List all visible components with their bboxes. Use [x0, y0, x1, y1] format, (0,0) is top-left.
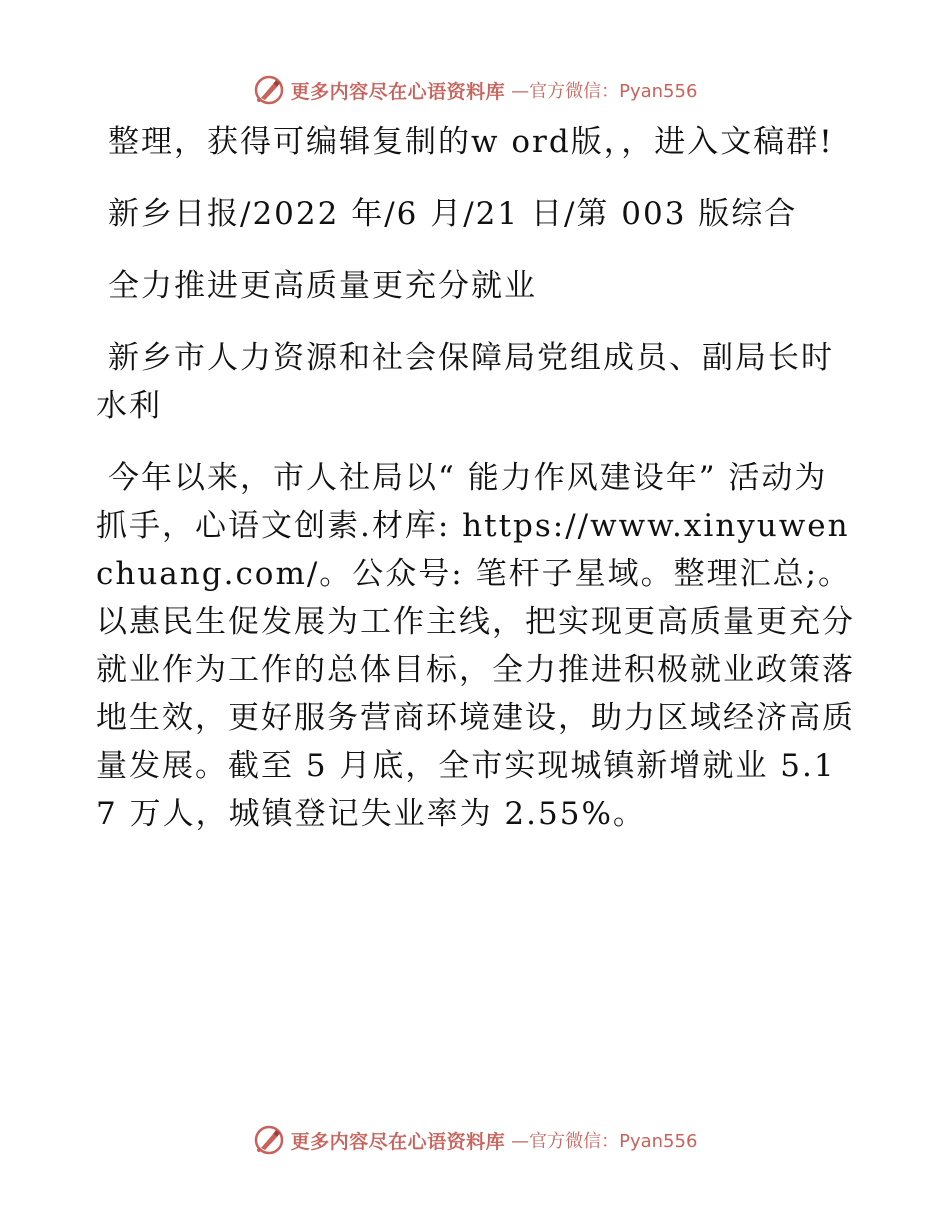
document-body — [96, 118, 856, 862]
header-banner — [0, 70, 950, 110]
banner-title: 更多内容尽在心语资料库 — [290, 80, 506, 103]
banner-title: 更多内容尽在心语资料库 — [290, 1130, 506, 1153]
paragraph-source: 新乡日报/2022 年/6 月/21 日/第 003 版综合 — [108, 196, 798, 232]
pen-logo-icon — [253, 1124, 285, 1156]
paragraph-intro: 整理，获得可编辑复制的w ord版，，进入文稿群! — [108, 124, 834, 160]
footer-banner — [0, 1120, 950, 1160]
paragraph-author: 新乡市人力资源和社会保障局党组成员、副局长时水利 — [96, 340, 834, 424]
banner-wechat: —官方微信：Pyan556 — [511, 81, 698, 102]
paragraph-body: 今年以来，市人社局以“ 能力作风建设年” 活动为抓手，心语文创素.材库: https://www.xinyuwenchuang.com/。公众号: 笔杆子星域。整理汇总;。以惠民生促发展为工作主线，把实现更高质量更充分就业作为工作的总体目标，全力推进积极就业政策落地生效，更好服务营商环境建设，助力区域经济高质量发展。截至 5 月底，全市实现城镇新增就业 5.17 万人，城镇登记失业率为 2.55%。 — [96, 460, 855, 832]
banner-wechat: —官方微信：Pyan556 — [511, 1131, 698, 1152]
paragraph-headline: 全力推进更高质量更充分就业 — [108, 268, 537, 304]
pen-logo-icon — [253, 74, 285, 106]
